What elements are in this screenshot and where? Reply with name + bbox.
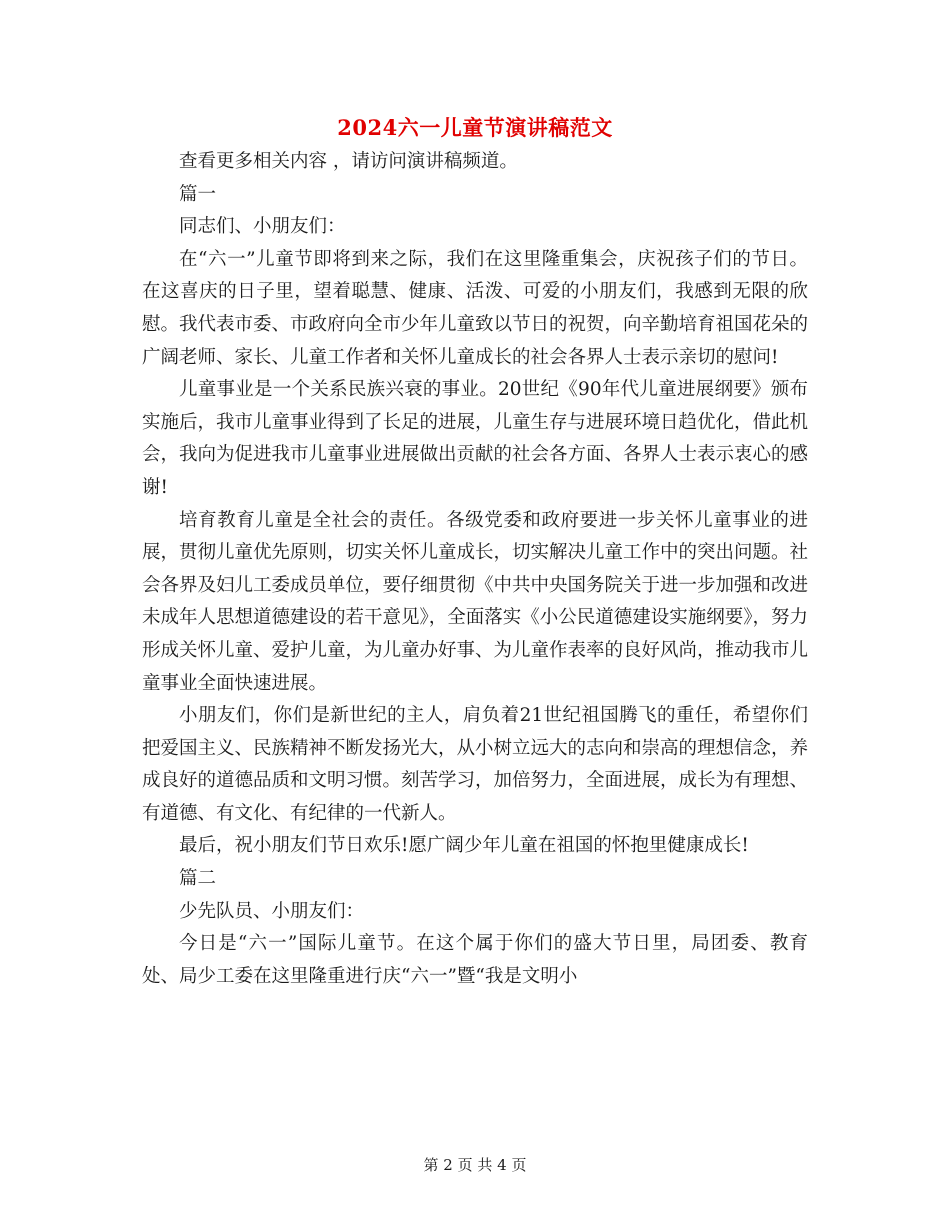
page-footer <box>0 1153 950 1177</box>
body-paragraph: 培育教育儿童是全社会的责任。各级党委和政府要进一步关怀儿童事业的进展，贯彻儿童优先原则，切实关怀儿童成长，切实解决儿童工作中的突出问题。社会各界及妇儿工委成员单位，要仔细贯彻《中共中央国务院关于进一步加强和改进未成年人思想道德建设的若干意见》，全面落实《小公民道德建设实施纲要》，努力形成关怀儿童、爱护儿童，为儿童办好事、为儿童作表率的良好风尚，推动我市儿童事业全面快速进展。 <box>142 509 809 694</box>
footer-suffix: 页 <box>511 1156 527 1174</box>
salutation-two: 少先队员、小朋友们： <box>179 900 365 922</box>
body-paragraph: 今日是“六一”国际儿童节。在这个属于你们的盛大节日里，局团委、教育处、局少工委在这里隆重进行庆“六一”暨“我是文明小 <box>142 933 808 987</box>
footer-prefix: 第 <box>423 1156 439 1174</box>
document-title: 2024六一儿童节演讲稿范文 <box>337 115 613 140</box>
footer-total-pages: 4 <box>497 1156 507 1174</box>
document-body <box>142 146 808 993</box>
body-paragraph: 儿童事业是一个关系民族兴衰的事业。20世纪《90年代儿童进展纲要》颁布实施后，我市儿童事业得到了长足的进展，儿童生存与进展环境日趋优化，借此机会，我向为促进我市儿童事业进展做出贡献的社会各方面、各界人士表示衷心的感谢! <box>142 379 809 498</box>
body-paragraph: 小朋友们，你们是新世纪的主人，肩负着21世纪祖国腾飞的重任，希望你们把爱国主义、民族精神不断发扬光大，从小树立远大的志向和崇高的理想信念，养成良好的道德品质和文明习惯。刻苦学习，加倍努力，全面进展，成长为有理想、有道德、有文化、有纪律的一代新人。 <box>142 705 809 824</box>
closing-paragraph: 最后，祝小朋友们节日欢乐!愿广阔少年儿童在祖国的怀抱里健康成长! <box>179 835 749 857</box>
section-heading-two: 篇二 <box>179 868 217 890</box>
footer-page-number: 2 <box>443 1156 453 1174</box>
section-heading-one: 篇一 <box>179 183 217 205</box>
body-paragraph: 在“六一”儿童节即将到来之际，我们在这里隆重集会，庆祝孩子们的节日。在这喜庆的日子里，望着聪慧、健康、活泼、可爱的小朋友们，我感到无限的欣慰。我代表市委、市政府向全市少年儿童致以节日的祝贺，向辛勤培育祖国花朵的广阔老师、家长、儿童工作者和关怀儿童成长的社会各界人士表示亲切的慰问! <box>142 248 809 368</box>
salutation-one: 同志们、小朋友们： <box>179 216 346 238</box>
footer-middle: 页 共 <box>457 1156 493 1174</box>
intro-paragraph: 查看更多相关内容 ，请访问演讲稿频道。 <box>179 151 518 172</box>
